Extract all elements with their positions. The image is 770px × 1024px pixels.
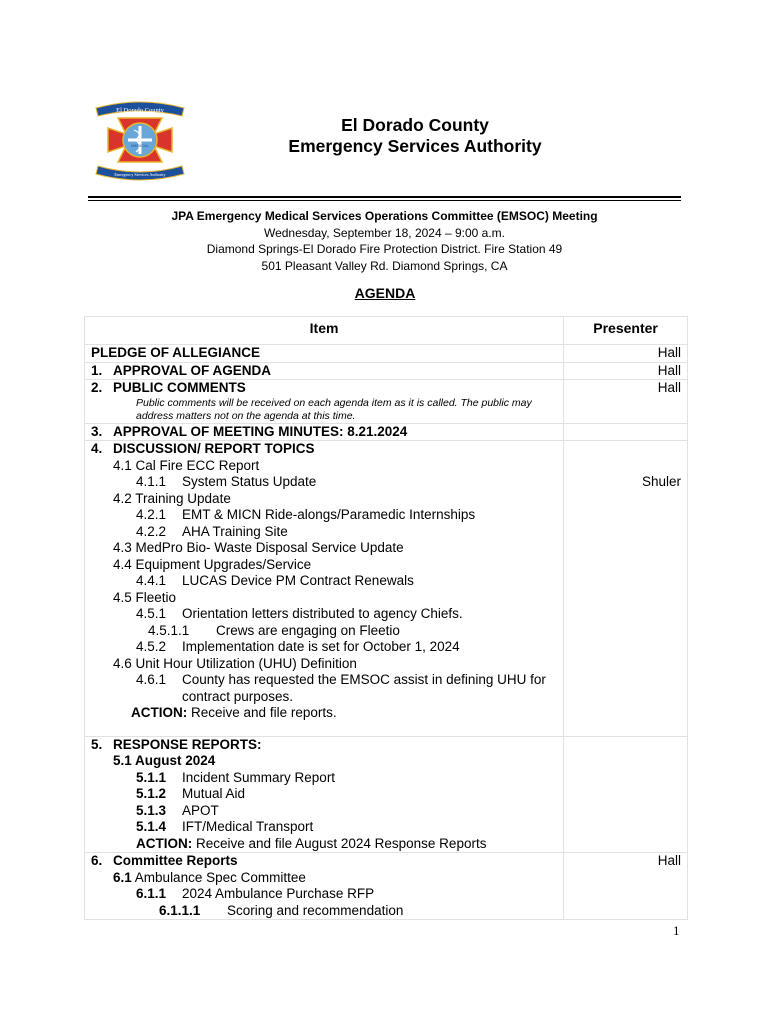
item-4-presenter: Shuler <box>564 441 688 737</box>
item-4: 4. DISCUSSION/ REPORT TOPICS 4.1 Cal Fire ECC Report 4.1.1 System Status Update 4.2 Training Update 4.2.1 EMT & MICN Ride-alongs/Paramedic Internships 4.2.2 AHA Training Site 4.3 MedPro Bio- Waste Disposal Service Update 4.4 Equipment Upgrades/Service 4.4.1 LUCAS Device PM Contract Renewals 4.5 Fleetio 4.5.1 Orientation letters distributed to agency Chiefs. 4.5.1.1 Crews are engaging on Fleetio 4.5.2 Implementation date is set for October 1, 2024 4.6 Unit Hour Utilization (UHU) Definition 4.6.1 County has requested the EMSOC assist in defining UHU for contract purposes. ACTION: Receive and file reports. <box>85 441 564 737</box>
item-6: 6. Committee Reports 6.1 Ambulance Spec Committee 6.1.1 2024 Ambulance Purchase RFP 6.1.1.1 Scoring and recommendation <box>85 853 564 920</box>
logo-text-middle: MEDICAL <box>131 143 149 148</box>
table-row <box>85 345 688 363</box>
page-number: 1 <box>673 923 680 938</box>
item-1: 1. APPROVAL OF AGENDA <box>85 362 564 380</box>
header-rule-thick <box>88 196 681 198</box>
meeting-title: JPA Emergency Medical Services Operations Committee (EMSOC) Meeting <box>171 209 598 223</box>
table-row <box>85 853 688 920</box>
public-comments-note: Public comments will be received on each agenda item as it is called. The public may address matters not on the agenda at this time. <box>136 396 532 422</box>
table-row <box>85 362 688 380</box>
item-2-presenter: Hall <box>564 380 688 424</box>
table-row <box>85 380 688 424</box>
logo-text-bottom: Emergency Services Authority <box>114 172 166 177</box>
meeting-datetime: Wednesday, September 18, 2024 – 9:00 a.m. <box>263 225 506 240</box>
item-3-presenter <box>564 423 688 441</box>
org-line-2: Emergency Services Authority <box>288 136 542 156</box>
item-1-presenter: Hall <box>564 362 688 380</box>
item-5: 5. RESPONSE REPORTS: 5.1 August 2024 5.1.1 Incident Summary Report 5.1.2 Mutual Aid 5.1.3 APOT 5.1.4 IFT/Medical Transport ACTION: Receive and file August 2024 Response Reports <box>85 736 564 853</box>
table-row <box>85 441 688 737</box>
agenda-heading: AGENDA <box>354 285 416 301</box>
item-6-presenter: Hall <box>564 853 688 920</box>
pledge-presenter: Hall <box>564 345 688 363</box>
ems-authority-logo <box>88 94 192 186</box>
org-line-1: El Dorado County <box>341 115 489 135</box>
table-header-row <box>85 317 688 345</box>
meeting-address: 501 Pleasant Valley Rd. Diamond Springs, CA <box>261 258 508 273</box>
col-presenter-header: Presenter <box>564 317 688 345</box>
pledge-item: PLEDGE OF ALLEGIANCE <box>85 345 564 363</box>
agenda-table <box>84 316 688 920</box>
header-rule-thin <box>88 200 681 201</box>
table-row <box>85 423 688 441</box>
logo-text-top: El Dorado County <box>116 107 164 114</box>
col-item-header: Item <box>85 317 564 345</box>
item-5-presenter <box>564 736 688 853</box>
table-row <box>85 736 688 853</box>
organization-name <box>250 115 580 157</box>
item-2: 2. PUBLIC COMMENTS Public comments will be received on each agenda item as it is called. The public may address matters not on the agenda at this time. <box>85 380 564 424</box>
meeting-info <box>88 208 681 274</box>
item-3: 3. APPROVAL OF MEETING MINUTES: 8.21.2024 <box>85 423 564 441</box>
meeting-location: Diamond Springs-El Dorado Fire Protection District. Fire Station 49 <box>206 242 563 256</box>
